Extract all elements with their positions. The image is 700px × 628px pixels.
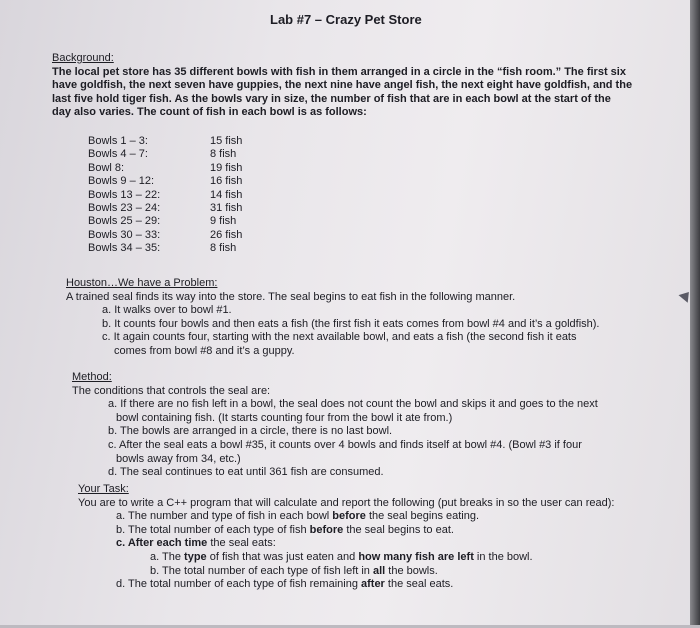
- task-emphasis: type: [184, 550, 207, 563]
- background-line: last five hold tiger fish. As the bowls vary in size, the number of fish that are in each bowl at the start of the: [52, 92, 611, 105]
- background-line: have goldfish, the next seven have guppies, the next nine have angel fish, the next eight have goldfish, and the: [52, 79, 633, 92]
- problem-item: c. It again counts four, starting with the next available bowl, and eats a fish (the second fish it eats: [102, 331, 577, 344]
- page-title: Lab #7 – Crazy Pet Store: [270, 12, 422, 27]
- task-item-a: [78, 510, 678, 524]
- task-text: d. The total number of each type of fish remaining: [116, 578, 361, 591]
- fish-count: 19 fish: [210, 161, 243, 174]
- task-text: the seal eats.: [384, 578, 454, 591]
- task-emphasis: after: [361, 578, 385, 591]
- fish-count: 14 fish: [210, 188, 243, 201]
- task-intro: You are to write a C++ program that will calculate and report the following (put breaks in so the user can read):: [78, 496, 615, 509]
- method-heading: Method:: [72, 371, 112, 383]
- task-text: the seal begins eating.: [365, 510, 480, 523]
- task-item-c-a: [78, 551, 678, 565]
- task-emphasis: c. After each time: [116, 537, 208, 550]
- count-row: [88, 162, 242, 175]
- task-text: in the bowl.: [473, 550, 533, 563]
- fish-count: 8 fish: [210, 148, 237, 161]
- task-text: the seal begins to eat.: [343, 523, 454, 536]
- task-section: [78, 483, 678, 592]
- task-text: the seal eats:: [207, 537, 276, 550]
- bowl-range: Bowls 30 – 33:: [88, 228, 161, 241]
- task-text: a. The number and type of fish in each bowl: [116, 510, 333, 523]
- count-row: [88, 148, 242, 161]
- bowl-range: Bowls 4 – 7:: [88, 148, 148, 161]
- bowl-range: Bowl 8:: [88, 161, 125, 174]
- bowl-range: Bowls 34 – 35:: [88, 242, 161, 255]
- bowl-range: Bowls 25 – 29:: [88, 215, 161, 228]
- task-text: a. The: [150, 550, 185, 563]
- method-section: [72, 371, 672, 480]
- method-intro: The conditions that controls the seal are:: [72, 384, 271, 397]
- count-row: [88, 215, 242, 228]
- task-emphasis: before: [309, 523, 344, 536]
- count-row: [88, 175, 242, 188]
- task-item-b: [78, 524, 678, 538]
- problem-heading: Houston…We have a Problem:: [66, 277, 218, 289]
- method-item: d. The seal continues to eat until 361 fish are consumed.: [108, 466, 384, 479]
- task-text: of fish that was just eaten and: [206, 550, 359, 563]
- fish-count: 16 fish: [210, 175, 243, 188]
- bowl-range: Bowls 1 – 3:: [88, 135, 148, 147]
- method-item: c. After the seal eats a bowl #35, it counts over 4 bowls and finds itself at bowl #4. (Bowl #3 if four: [108, 438, 582, 451]
- background-section: [52, 52, 672, 120]
- background-heading: Background:: [52, 52, 114, 64]
- count-row: [88, 242, 242, 255]
- problem-item: b. It counts four bowls and then eats a fish (the first fish it eats comes from bowl #4 and it’s a goldfish).: [102, 317, 600, 330]
- problem-section: [66, 277, 676, 359]
- task-text: b. The total number of each type of fish: [116, 523, 310, 536]
- fish-count: 15 fish: [210, 135, 243, 147]
- problem-item: a. It walks over to bowl #1.: [102, 304, 232, 317]
- fish-count: 26 fish: [210, 228, 243, 241]
- problem-item: comes from bowl #8 and it’s a guppy.: [114, 344, 295, 357]
- fish-count: 9 fish: [210, 215, 237, 228]
- background-line: day also varies. The count of fish in each bowl is as follows:: [52, 106, 367, 119]
- fish-count: 8 fish: [210, 242, 237, 255]
- background-line: The local pet store has 35 different bowls with fish in them arranged in a circle in the “fish room.” The first six: [52, 65, 626, 78]
- task-text: the bowls.: [385, 564, 438, 577]
- fish-count-table: [88, 135, 242, 256]
- fish-count: 31 fish: [210, 202, 243, 215]
- count-row: [88, 202, 242, 215]
- task-item-c-b: [78, 565, 678, 579]
- bowl-range: Bowls 23 – 24:: [88, 202, 161, 215]
- task-emphasis: how many fish are left: [358, 550, 474, 563]
- count-row: [88, 189, 242, 202]
- task-heading: Your Task:: [78, 483, 129, 495]
- count-row: [88, 229, 242, 242]
- bowl-range: Bowls 13 – 22:: [88, 188, 161, 201]
- task-item-d: [78, 578, 678, 592]
- task-emphasis: before: [332, 510, 366, 523]
- problem-intro: A trained seal finds its way into the store. The seal begins to eat fish in the following manner.: [66, 290, 516, 303]
- task-text: b. The total number of each type of fish left in: [150, 564, 373, 577]
- method-item: bowl containing fish. (It starts counting four from the bowl it ate from.): [116, 411, 453, 424]
- method-item: bowls away from 34, etc.): [116, 452, 241, 465]
- task-emphasis: all: [372, 564, 386, 577]
- screen-bezel: [690, 0, 700, 628]
- method-item: a. If there are no fish left in a bowl, the seal does not count the bowl and skips it and goes to the next: [108, 398, 598, 411]
- method-item: b. The bowls are arranged in a circle, there is no last bowl.: [108, 425, 393, 438]
- task-item-c: [78, 537, 678, 551]
- bowl-range: Bowls 9 – 12:: [88, 175, 155, 188]
- count-row: [88, 135, 242, 148]
